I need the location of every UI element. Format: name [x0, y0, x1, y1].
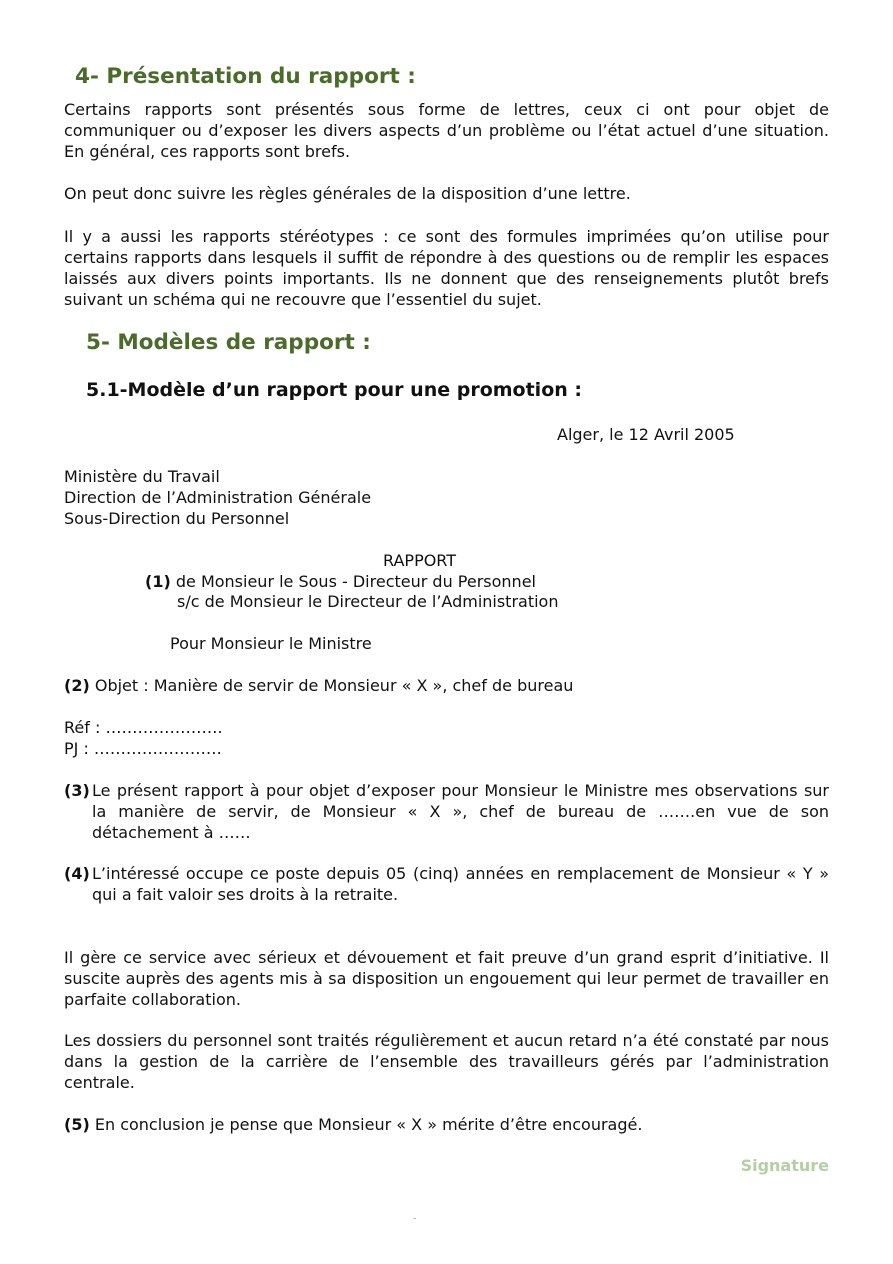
paragraph-3-text: Le présent rapport à pour objet d’exposer pour Monsieur le Ministre mes observations sur la manière de servir, de Monsieur « X », chef de bureau de …….en vue de son détachement à ……: [92, 781, 829, 842]
marker-3: (3): [64, 781, 90, 800]
from-block: [145, 571, 536, 592]
section-4-heading: 4- Présentation du rapport :: [75, 64, 416, 89]
marker-2: (2): [64, 676, 90, 695]
sender-sub-direction: Sous-Direction du Personnel: [64, 509, 290, 528]
rapport-title: RAPPORT: [383, 551, 457, 570]
conclusion-block: [64, 1114, 642, 1135]
marker-4: (4): [64, 864, 90, 883]
marker-5: (5): [64, 1115, 90, 1134]
objet-block: [64, 675, 573, 696]
sender-ministry: Ministère du Travail: [64, 467, 220, 486]
section-4-paragraph-2: On peut donc suivre les règles générales de la disposition d’une lettre.: [64, 184, 631, 203]
place-date: Alger, le 12 Avril 2005: [557, 425, 735, 444]
attachments-line: PJ : ……………………: [64, 739, 222, 758]
conclusion-line: En conclusion je pense que Monsieur « X » mérite d’être encouragé.: [94, 1115, 643, 1134]
marker-1: (1): [145, 572, 171, 591]
paragraph-3-block: [64, 780, 829, 843]
sender-direction: Direction de l’Administration Générale: [64, 488, 372, 507]
from-line: de Monsieur le Sous - Directeur du Personnel: [175, 572, 536, 591]
body-paragraph-2: Les dossiers du personnel sont traités régulièrement et aucun retard n’a été constaté par nous dans la gestion de la carrière de l’ensemble des travailleurs gérés par l’administration centrale.: [64, 1031, 829, 1092]
recipient-line: Pour Monsieur le Ministre: [170, 634, 372, 653]
paragraph-4-text: L’intéressé occupe ce poste depuis 05 (cinq) années en remplacement de Monsieur « Y » qui a fait valoir ses droits à la retraite.: [92, 864, 829, 904]
section-4-paragraph-1: Certains rapports sont présentés sous forme de lettres, ceux ci ont pour objet de communiquer ou d’exposer les divers aspects d’un problème ou l’état actuel d’une situation. En général, ces rapports sont brefs.: [64, 100, 829, 161]
section-5-1-heading: 5.1-Modèle d’un rapport pour une promotion :: [86, 379, 582, 401]
body-paragraph-1: Il gère ce service avec sérieux et dévouement et fait preuve d’un grand esprit d’initiative. Il suscite auprès des agents mis à sa disposition un engouement qui leur permet de travailler en parfaite collaboration.: [64, 948, 829, 1009]
objet-line: Objet : Manière de servir de Monsieur « X », chef de bureau: [94, 676, 574, 695]
signature-label: Signature: [740, 1156, 829, 1175]
section-4-paragraph-3: Il y a aussi les rapports stéréotypes : ce sont des formules imprimées qu’on utilise pour certains rapports dans lesquels il suffit de répondre à des questions ou de remplir les espaces laissés aux divers points importants. Ils ne donnent que des renseignements plutôt brefs suivant un schéma qui ne recouvre que l’essentiel du sujet.: [64, 227, 829, 309]
via-line: s/c de Monsieur le Directeur de l’Administration: [177, 592, 559, 611]
paragraph-4-block: [64, 863, 829, 905]
reference-line: Réf : ………………….: [64, 718, 223, 737]
page-footer-mark: [413, 1218, 416, 1219]
section-5-heading: 5- Modèles de rapport :: [86, 330, 371, 355]
